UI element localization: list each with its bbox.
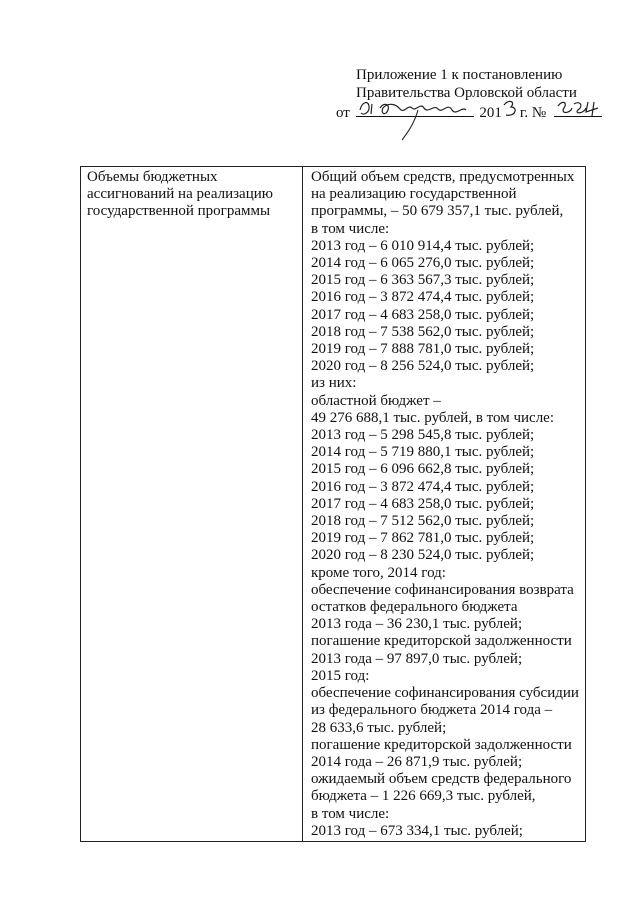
right-cell-line: 2013 год – 6 010 914,4 тыс. рублей;: [311, 237, 535, 254]
header-appendix-line: Приложение 1 к постановлению: [356, 67, 563, 83]
handwritten-year-digit: [502, 103, 520, 117]
right-cell-line: 2016 год – 3 872 474,4 тыс. рублей;: [311, 478, 535, 495]
right-cell-line: 2014 года – 26 871,9 тыс. рублей;: [311, 753, 523, 770]
right-cell-line: остатков федерального бюджета: [311, 599, 518, 616]
right-cell-line: в том числе:: [311, 805, 390, 822]
table-column-divider: [302, 167, 303, 841]
right-cell-line: 2017 год – 4 683 258,0 тыс. рублей;: [311, 306, 535, 323]
right-cell-line: 2013 год – 5 298 545,8 тыс. рублей;: [311, 427, 535, 444]
right-cell-line: 2018 год – 7 512 562,0 тыс. рублей;: [311, 513, 535, 530]
header-from-label: от: [336, 105, 350, 121]
left-cell-line: ассигнований на реализацию: [87, 186, 273, 203]
budget-table: [80, 166, 586, 842]
right-cell-line: кроме того, 2014 год:: [311, 564, 446, 581]
right-cell-line: на реализацию государственной: [311, 186, 517, 203]
right-cell-line: 2013 года – 97 897,0 тыс. рублей;: [311, 650, 523, 667]
right-cell-line: 2018 год – 7 538 562,0 тыс. рублей;: [311, 323, 535, 340]
right-cell-line: областной бюджет –: [311, 392, 441, 409]
right-cell-line: 2013 года – 36 230,1 тыс. рублей;: [311, 616, 523, 633]
document-header: [300, 66, 600, 122]
table-right-cell: [311, 169, 583, 840]
right-cell-line: 28 633,6 тыс. рублей;: [311, 719, 447, 736]
right-cell-line: обеспечение софинансирования возврата: [311, 581, 574, 598]
handwritten-year-signature-icon: [502, 97, 520, 119]
right-cell-line: в том числе:: [311, 220, 390, 237]
right-cell-line: 2013 год – 673 334,1 тыс. рублей;: [311, 822, 523, 839]
header-date-number-line: [300, 102, 600, 122]
right-cell-line: погашение кредиторской задолженности: [311, 633, 572, 650]
right-cell-line: 2017 год – 4 683 258,0 тыс. рублей;: [311, 495, 535, 512]
right-cell-line: 2015 год – 6 363 567,3 тыс. рублей;: [311, 272, 535, 289]
table-left-cell: [87, 169, 297, 221]
right-cell-line: 2015 год:: [311, 667, 370, 684]
right-cell-line: 2019 год – 7 862 781,0 тыс. рублей;: [311, 530, 535, 547]
right-cell-line: 2020 год – 8 230 524,0 тыс. рублей;: [311, 547, 535, 564]
right-cell-line: 2015 год – 6 096 662,8 тыс. рублей;: [311, 461, 535, 478]
right-cell-line: обеспечение софинансирования субсидии: [311, 685, 579, 702]
handwritten-number-signature-icon: [554, 96, 602, 120]
header-year-prefix: 201: [479, 105, 502, 121]
right-cell-line: программы, – 50 679 357,1 тыс. рублей,: [311, 203, 564, 220]
handwritten-date: [356, 102, 474, 117]
right-cell-line: бюджета – 1 226 669,3 тыс. рублей,: [311, 788, 536, 805]
right-cell-line: погашение кредиторской задолженности: [311, 736, 572, 753]
handwritten-date-signature-icon: [356, 96, 474, 126]
right-cell-line: Общий объем средств, предусмотренных: [311, 169, 575, 185]
right-cell-line: 2019 год – 7 888 781,0 тыс. рублей;: [311, 341, 535, 358]
right-cell-line: из них:: [311, 375, 357, 392]
left-cell-line: Объемы бюджетных: [87, 169, 218, 185]
handwritten-number: [554, 102, 602, 117]
right-cell-line: 2014 год – 5 719 880,1 тыс. рублей;: [311, 444, 535, 461]
right-cell-line: 2020 год – 8 256 524,0 тыс. рублей;: [311, 358, 535, 375]
right-cell-line: из федерального бюджета 2014 года –: [311, 702, 553, 719]
right-cell-line: 49 276 688,1 тыс. рублей, в том числе:: [311, 409, 555, 426]
left-cell-line: государственной программы: [87, 203, 271, 220]
right-cell-line: 2014 год – 6 065 276,0 тыс. рублей;: [311, 255, 535, 272]
header-year-suffix: г. №: [519, 105, 547, 121]
header-government-line: Правительства Орловской области: [356, 85, 577, 101]
right-cell-line: ожидаемый объем средств федерального: [311, 771, 572, 788]
right-cell-line: 2016 год – 3 872 474,4 тыс. рублей;: [311, 289, 535, 306]
